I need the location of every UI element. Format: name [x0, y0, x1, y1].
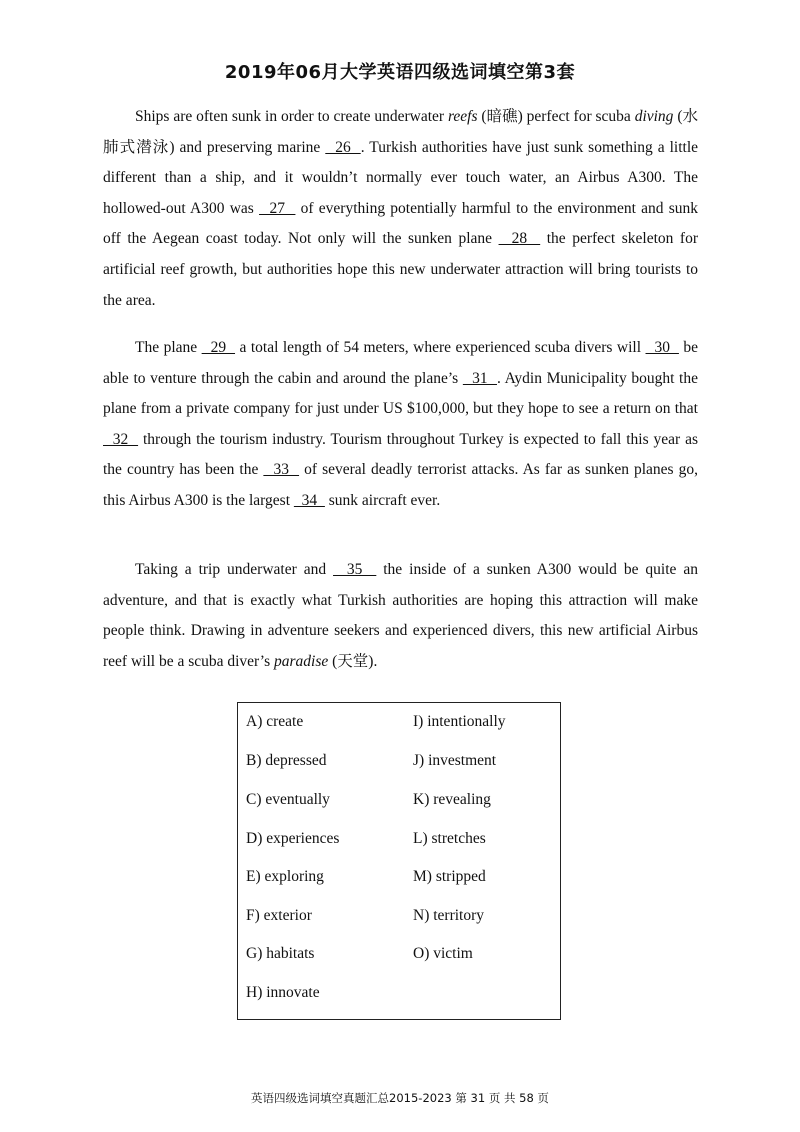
- passage-paragraph-1: [103, 102, 698, 316]
- option-j: J) investment: [413, 752, 497, 769]
- text-span: the inside of a sunken A300 would be quite an adventure, and that is exactly what Turkish authorities are hoping this attraction will make people think. Drawing in adventure seekers and experienced divers, this new artificial Airbus reef will be a scuba diver’s: [103, 561, 698, 670]
- blank-27: 27: [259, 199, 296, 217]
- page-title: 2019年06月大学英语四级选词填空第3套: [224, 62, 576, 83]
- option-l: L) stretches: [413, 830, 486, 847]
- text-span: The plane: [135, 339, 202, 356]
- option-c: C) eventually: [246, 791, 330, 808]
- option-o: O) victim: [413, 945, 473, 962]
- blank-34: 34: [293, 491, 325, 509]
- italic-term-reefs: reefs: [447, 108, 478, 125]
- text-span: Taking a trip underwater and: [135, 561, 334, 578]
- option-a: A) create: [246, 713, 304, 730]
- text-span: of everything potentially harmful to the environment and sunk off the Aegean coast today. Not only will the sunken plane: [103, 199, 699, 248]
- option-g: G) habitats: [246, 945, 315, 962]
- italic-term-paradise: paradise: [274, 652, 329, 670]
- option-b: B) depressed: [246, 752, 327, 769]
- text-span: (水肺式潜泳) and preserving marine: [103, 108, 698, 156]
- option-e: E) exploring: [246, 868, 324, 885]
- text-span: . Turkish authorities have just sunk something a little different than a ship, and it wouldn’t normally ever touch water, an Airbus A300. The hollowed-out A300 was: [103, 138, 699, 217]
- passage-paragraph-2: [103, 333, 698, 517]
- blank-35: 35: [333, 561, 377, 578]
- passage-paragraph-3: [103, 555, 698, 677]
- option-h: H) innovate: [246, 984, 320, 1001]
- blank-31: 31: [462, 369, 497, 387]
- text-span: of several deadly terrorist attacks. As far as sunken planes go, this Airbus A300 is the largest: [103, 461, 699, 509]
- option-k: K) revealing: [413, 791, 491, 808]
- blank-28: 28: [498, 230, 541, 248]
- blank-33: 33: [263, 461, 300, 479]
- blank-26: 26: [325, 138, 361, 156]
- text-span: Ships are often sunk in order to create underwater: [135, 108, 448, 125]
- text-span: sunk aircraft ever.: [324, 491, 441, 509]
- option-d: D) experiences: [246, 830, 340, 847]
- text-span: be able to venture through the cabin and around the plane’s: [103, 339, 699, 387]
- blank-29: 29: [201, 339, 236, 356]
- text-span: (天堂).: [328, 652, 378, 670]
- word-options-box: [237, 702, 561, 1020]
- text-span: . Aydin Municipality bought the plane from a private company for just under US $100,000, but they hope to see a return on that: [103, 369, 698, 418]
- text-span: the perfect skeleton for artificial reef growth, but authorities hope this new underwater attraction will bring tourists to the area.: [103, 230, 698, 309]
- option-f: F) exterior: [246, 907, 312, 924]
- page-footer: 英语四级选词填空真题汇总2015-2023 第 31 页 共 58 页: [251, 1091, 549, 1105]
- option-n: N) territory: [413, 907, 485, 924]
- text-span: (暗礁) perfect for scuba: [477, 108, 635, 125]
- blank-32: 32: [103, 430, 139, 448]
- option-m: M) stripped: [413, 868, 486, 885]
- text-span: a total length of 54 meters, where experienced scuba divers will: [235, 339, 646, 356]
- italic-term-diving: diving: [634, 108, 674, 125]
- blank-30: 30: [645, 339, 679, 356]
- text-span: through the tourism industry. Tourism throughout Turkey is expected to fall this year as the country has been the: [103, 430, 698, 479]
- option-i: I) intentionally: [413, 713, 506, 730]
